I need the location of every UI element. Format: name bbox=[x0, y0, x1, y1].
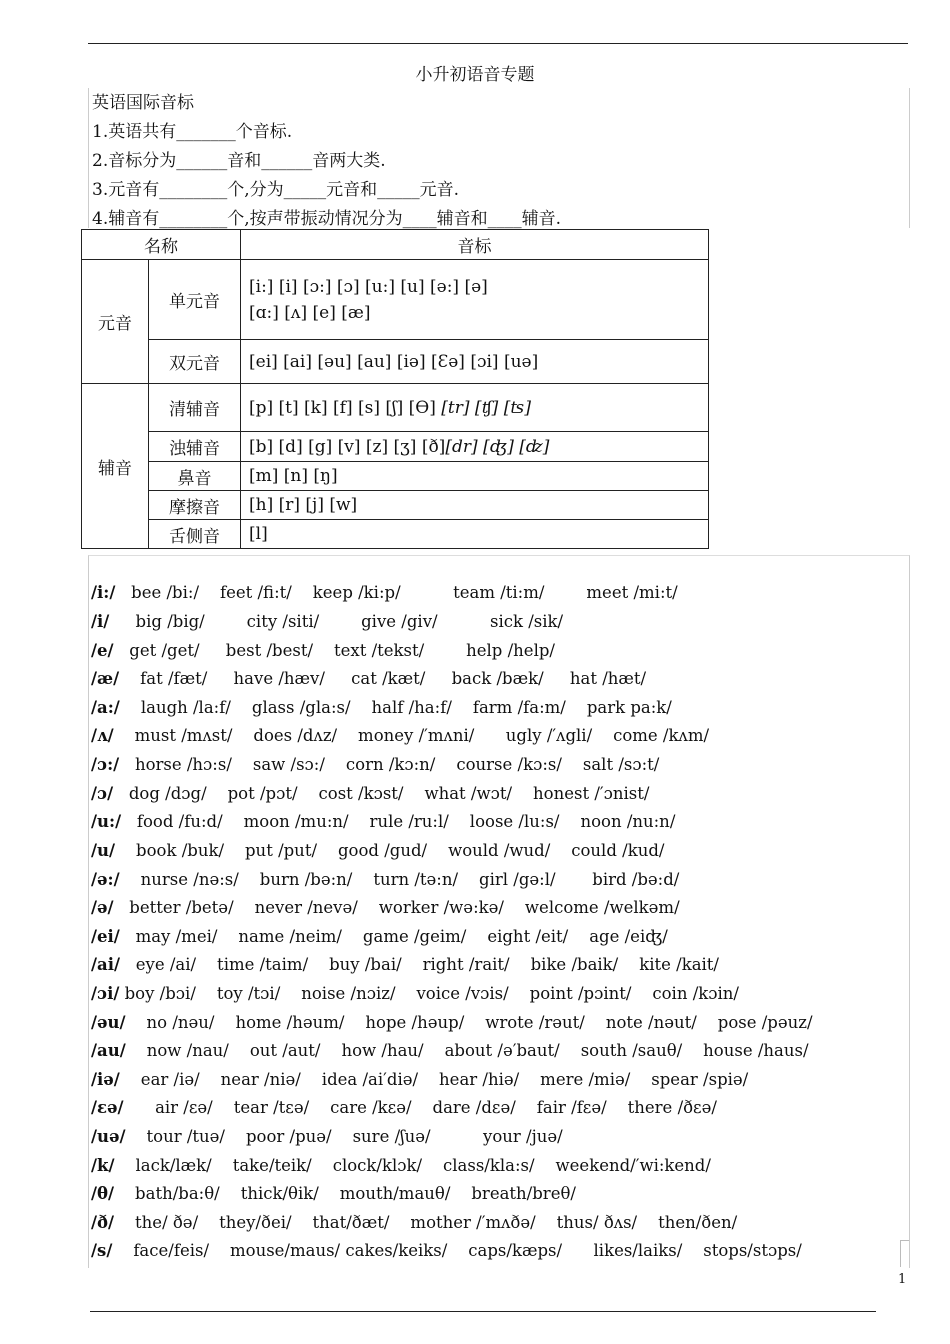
question-3: 3.元音有________个,分为_____元音和_____元音. bbox=[92, 180, 460, 200]
row-symbols bbox=[241, 384, 709, 432]
examples: boy /bɔi/ toy /tɔi/ noise /nɔiz/ voice /vɔis/ point /pɔint/ coin /kɔin/ bbox=[119, 984, 739, 1003]
header-symbols: 音标 bbox=[241, 230, 709, 260]
row-name: 双元音 bbox=[149, 340, 241, 384]
consonant-group: 辅音 bbox=[82, 384, 149, 549]
word-list bbox=[88, 555, 910, 1268]
word-row bbox=[91, 696, 672, 720]
phoneme: /ai/ bbox=[91, 955, 121, 974]
page-corner-mark bbox=[900, 1240, 909, 1267]
examples: horse /hɔ:s/ saw /sɔ:/ corn /kɔ:n/ course /kɔ:s/ salt /sɔ:t/ bbox=[119, 755, 660, 774]
header-name: 名称 bbox=[82, 230, 241, 260]
examples: fat /fæt/ have /hæv/ cat /kæt/ back /bæk/ hat /hæt/ bbox=[119, 669, 647, 688]
row-name: 舌侧音 bbox=[149, 520, 241, 549]
question-4: 4.辅音有________个,按声带振动情况分为____辅音和____辅音. bbox=[92, 209, 562, 229]
row-name: 浊辅音 bbox=[149, 432, 241, 462]
phoneme: /ɔ/ bbox=[91, 784, 114, 803]
examples: ear /iə/ near /niə/ idea /ai′diə/ hear /hiə/ mere /miə/ spear /spiə/ bbox=[119, 1070, 749, 1089]
phoneme: /e/ bbox=[91, 641, 114, 660]
phoneme: /u/ bbox=[91, 841, 116, 860]
examples: lack/læk/ take/teik/ clock/klɔk/ class/kla:s/ weekend/′wi:kend/ bbox=[114, 1156, 711, 1175]
symbols-text: [p] [t] [k] [f] [s] [ʃ] [Ө] bbox=[249, 397, 442, 418]
word-row bbox=[91, 896, 680, 920]
question-box bbox=[88, 88, 910, 228]
symbols-italic: [dr] [ʤ] [ʣ] bbox=[445, 436, 550, 457]
word-row bbox=[91, 925, 668, 949]
phoneme: /s/ bbox=[91, 1241, 113, 1260]
phoneme: /æ/ bbox=[91, 669, 120, 688]
phoneme: /u:/ bbox=[91, 812, 122, 831]
symbols-text: [b] [d] [g] [v] [z] [ʒ] [ð] bbox=[249, 436, 446, 457]
phoneme: /ʌ/ bbox=[91, 726, 114, 745]
examples: dog /dɔg/ pot /pɔt/ cost /kɔst/ what /wɔt/ honest /′ɔnist/ bbox=[113, 784, 650, 803]
examples: tour /tuə/ poor /puə/ sure /ʃuə/ your /juə/ bbox=[125, 1127, 563, 1146]
word-row bbox=[91, 810, 675, 834]
word-row bbox=[91, 868, 679, 892]
phoneme: /əu/ bbox=[91, 1013, 126, 1032]
word-row bbox=[91, 839, 664, 863]
examples: book /buk/ put /put/ good /gud/ would /wud/ could /kud/ bbox=[115, 841, 665, 860]
symbols-line: [ɑ:] [ʌ] [e] [æ] bbox=[249, 302, 371, 323]
phoneme: /au/ bbox=[91, 1041, 126, 1060]
examples: must /mʌst/ does /dʌz/ money /′mʌni/ ugly /′ʌgli/ come /kʌm/ bbox=[113, 726, 710, 745]
examples: bee /bi:/ feet /fi:t/ keep /ki:p/ team /ti:m/ meet /mi:t/ bbox=[115, 583, 678, 602]
examples: laugh /la:f/ glass /gla:s/ half /ha:f/ farm /fa:m/ park pa:k/ bbox=[119, 698, 672, 717]
examples: food /fu:d/ moon /mu:n/ rule /ru:l/ loose /lu:s/ noon /nu:n/ bbox=[121, 812, 676, 831]
symbols-italic: [tr] [ʧ] [ʦ] bbox=[441, 397, 531, 418]
vowel-group: 元音 bbox=[82, 260, 149, 384]
phoneme: /iə/ bbox=[91, 1070, 120, 1089]
phoneme: /i:/ bbox=[91, 583, 116, 602]
examples: nurse /nə:s/ burn /bə:n/ turn /tə:n/ girl /gə:l/ bird /bə:d/ bbox=[119, 870, 680, 889]
examples: get /get/ best /best/ text /tekst/ help /help/ bbox=[113, 641, 555, 660]
word-row bbox=[91, 953, 719, 977]
examples: air /εə/ tear /tεə/ care /kεə/ dare /dεə/ fair /fεə/ there /ðεə/ bbox=[123, 1098, 717, 1117]
top-rule bbox=[88, 43, 908, 44]
question-1: 1.英语共有_______个音标. bbox=[92, 122, 293, 142]
examples: no /nəu/ home /həum/ hope /həup/ wrote /rəut/ note /nəut/ pose /pəuz/ bbox=[125, 1013, 813, 1032]
word-row bbox=[91, 1211, 737, 1235]
examples: eye /ai/ time /taim/ buy /bai/ right /rait/ bike /baik/ kite /kait/ bbox=[120, 955, 719, 974]
phoneme: /a:/ bbox=[91, 698, 120, 717]
word-row bbox=[91, 724, 709, 748]
phoneme: /θ/ bbox=[91, 1184, 115, 1203]
phoneme: /ei/ bbox=[91, 927, 120, 946]
word-row bbox=[91, 639, 555, 663]
word-row bbox=[91, 753, 659, 777]
examples: now /nau/ out /aut/ how /hau/ about /ə′baut/ south /sauθ/ house /haus/ bbox=[125, 1041, 809, 1060]
word-row bbox=[91, 1039, 809, 1063]
row-symbols: [h] [r] [j] [w] bbox=[241, 491, 709, 520]
question-2: 2.音标分为______音和______音两大类. bbox=[92, 151, 386, 171]
word-row bbox=[91, 1125, 563, 1149]
phoneme: /ə/ bbox=[91, 898, 114, 917]
row-symbols: [l] bbox=[241, 520, 709, 549]
row-symbols: [m] [n] [ŋ] bbox=[241, 462, 709, 491]
phoneme: /uə/ bbox=[91, 1127, 126, 1146]
examples: big /big/ city /siti/ give /giv/ sick /sik/ bbox=[109, 612, 564, 631]
phoneme: /k/ bbox=[91, 1156, 115, 1175]
word-row bbox=[91, 610, 563, 634]
phoneme: /ð/ bbox=[91, 1213, 115, 1232]
word-row bbox=[91, 581, 678, 605]
row-name: 鼻音 bbox=[149, 462, 241, 491]
word-row bbox=[91, 667, 646, 691]
phoneme: /ə:/ bbox=[91, 870, 120, 889]
row-symbols: [ei] [ai] [əu] [au] [iə] [Ɛə] [ɔi] [uə] bbox=[241, 340, 709, 384]
examples: face/feis/ mouse/maus/ cakes/keiks/ caps/kæps/ likes/laiks/ stops/stɔps/ bbox=[112, 1241, 802, 1260]
examples: bath/ba:θ/ thick/θik/ mouth/mauθ/ breath/breθ/ bbox=[114, 1184, 576, 1203]
word-row bbox=[91, 1154, 711, 1178]
word-row bbox=[91, 1182, 576, 1206]
bottom-rule bbox=[90, 1311, 876, 1312]
word-row bbox=[91, 1068, 748, 1092]
row-name: 摩擦音 bbox=[149, 491, 241, 520]
examples: may /mei/ name /neim/ game /geim/ eight /eit/ age /eiʤ/ bbox=[119, 927, 668, 946]
word-row bbox=[91, 782, 649, 806]
row-name: 清辅音 bbox=[149, 384, 241, 432]
phoneme: /ɔi/ bbox=[91, 984, 120, 1003]
word-row bbox=[91, 1239, 802, 1263]
row-symbols bbox=[241, 432, 709, 462]
phoneme: /εə/ bbox=[91, 1098, 124, 1117]
symbols-line: [i:] [i] [ɔ:] [ɔ] [u:] [u] [ə:] [ə] bbox=[249, 276, 488, 297]
examples: the/ ðə/ they/ðei/ that/ðæt/ mother /′mʌðə/ thus/ ðʌs/ then/ðen/ bbox=[114, 1213, 738, 1232]
phonetic-table bbox=[81, 229, 709, 549]
examples: better /betə/ never /nevə/ worker /wə:kə/ welcome /welkəm/ bbox=[113, 898, 680, 917]
phoneme: /i/ bbox=[91, 612, 110, 631]
word-row bbox=[91, 982, 739, 1006]
word-row bbox=[91, 1096, 717, 1120]
question-heading: 英语国际音标 bbox=[92, 93, 194, 113]
row-name: 单元音 bbox=[149, 260, 241, 340]
page-number: 1 bbox=[898, 1272, 907, 1287]
row-symbols bbox=[241, 260, 709, 340]
phoneme: /ɔ:/ bbox=[91, 755, 120, 774]
page-title: 小升初语音专题 bbox=[415, 65, 535, 85]
word-row bbox=[91, 1011, 813, 1035]
